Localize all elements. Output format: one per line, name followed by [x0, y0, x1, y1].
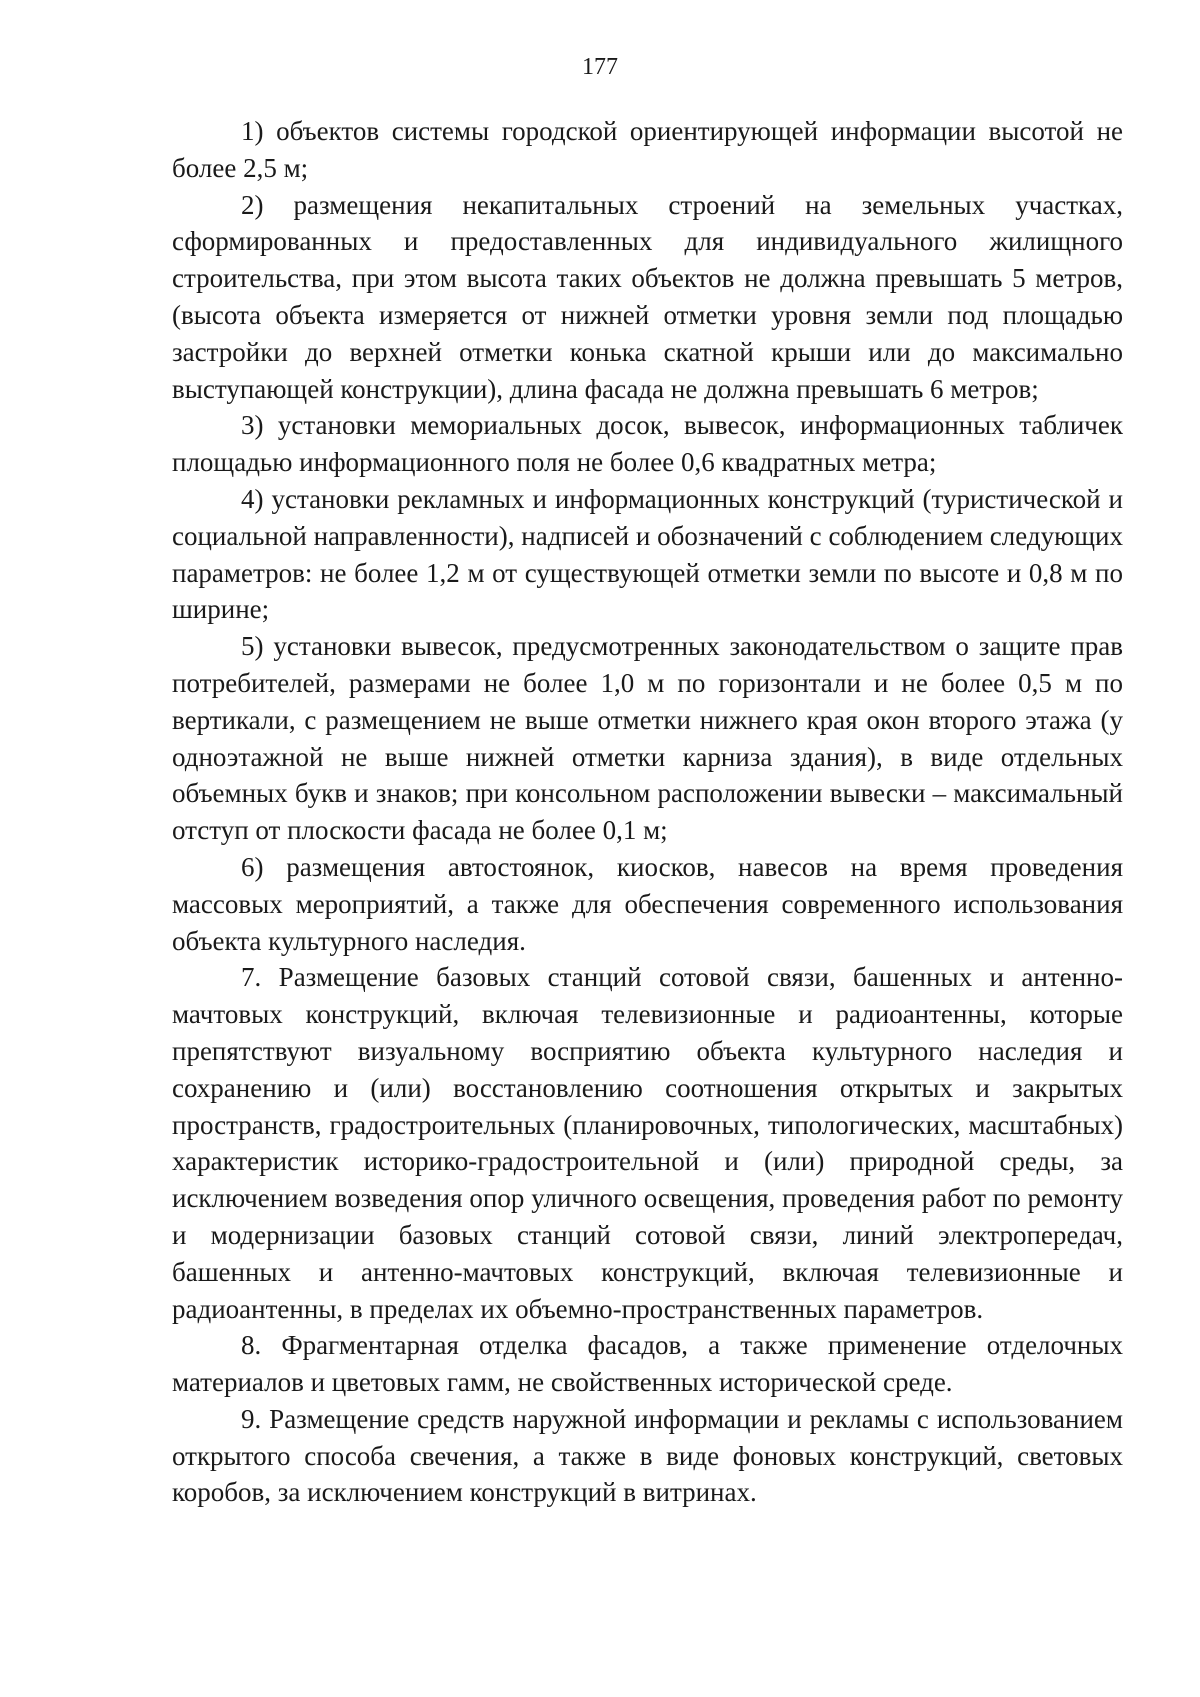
page-number: 177	[582, 54, 618, 80]
paragraph-item-2: 2) размещения некапитальных строений на земельных участках, сформированных и предоставленных для индивидуального жилищного строительства, при этом высота таких объектов не должна превышать 5 метров, (высота объекта измеряется от нижней отметки уровня земли под площадью застройки до верхней отметки конька скатной крыши или до максимально выступающей конструкции), длина фасада не должна превышать 6 метров;	[172, 189, 1123, 404]
paragraph-item-6: 6) размещения автостоянок, киосков, навесов на время проведения массовых мероприятий, а также для обеспечения современного использования объекта культурного наследия.	[172, 851, 1123, 956]
paragraph-clause-8: 8. Фрагментарная отделка фасадов, а также применение отделочных материалов и цветовых гамм, не свойственных исторической среде.	[172, 1330, 1123, 1398]
document-body	[172, 113, 1123, 1511]
paragraph-item-4: 4) установки рекламных и информационных конструкций (туристической и социальной направленности), надписей и обозначений с соблюдением следующих параметров: не более 1,2 м от существующей отметки земли по высоте и 0,8 м по ширине;	[172, 483, 1123, 625]
paragraph-item-5: 5) установки вывесок, предусмотренных законодательством о защите прав потребителей, размерами не более 1,0 м по горизонтали и не более 0,5 м по вертикали, с размещением не выше отметки нижнего края окон второго этажа (у одноэтажной не выше нижней отметки карниза здания), в виде отдельных объемных букв и знаков; при консольном расположении вывески – максимальный отступ от плоскости фасада не более 0,1 м;	[172, 631, 1123, 846]
paragraph-clause-7: 7. Размещение базовых станций сотовой связи, башенных и антенно-мачтовых конструкций, включая телевизионные и радиоантенны, которые препятствуют визуальному восприятию объекта культурного наследия и сохранению и (или) восстановлению соотношения открытых и закрытых пространств, градостроительных (планировочных, типологических, масштабных) характеристик историко-градостроительной и (или) природной среды, за исключением возведения опор уличного освещения, проведения работ по ремонту и модернизации базовых станций сотовой связи, линий электропередач, башенных и антенно-мачтовых конструкций, включая телевизионные и радиоантенны, в пределах их объемно-пространственных параметров.	[172, 962, 1123, 1324]
paragraph-item-3: 3) установки мемориальных досок, вывесок, информационных табличек площадью информационного поля не более 0,6 квадратных метра;	[172, 410, 1123, 478]
paragraph-item-1: 1) объектов системы городской ориентирующей информации высотой не более 2,5 м;	[172, 116, 1123, 183]
paragraph-clause-9: 9. Размещение средств наружной информации и рекламы с использованием открытого способа свечения, а также в виде фоновых конструкций, световых коробов, за исключением конструкций в витринах.	[172, 1403, 1123, 1508]
